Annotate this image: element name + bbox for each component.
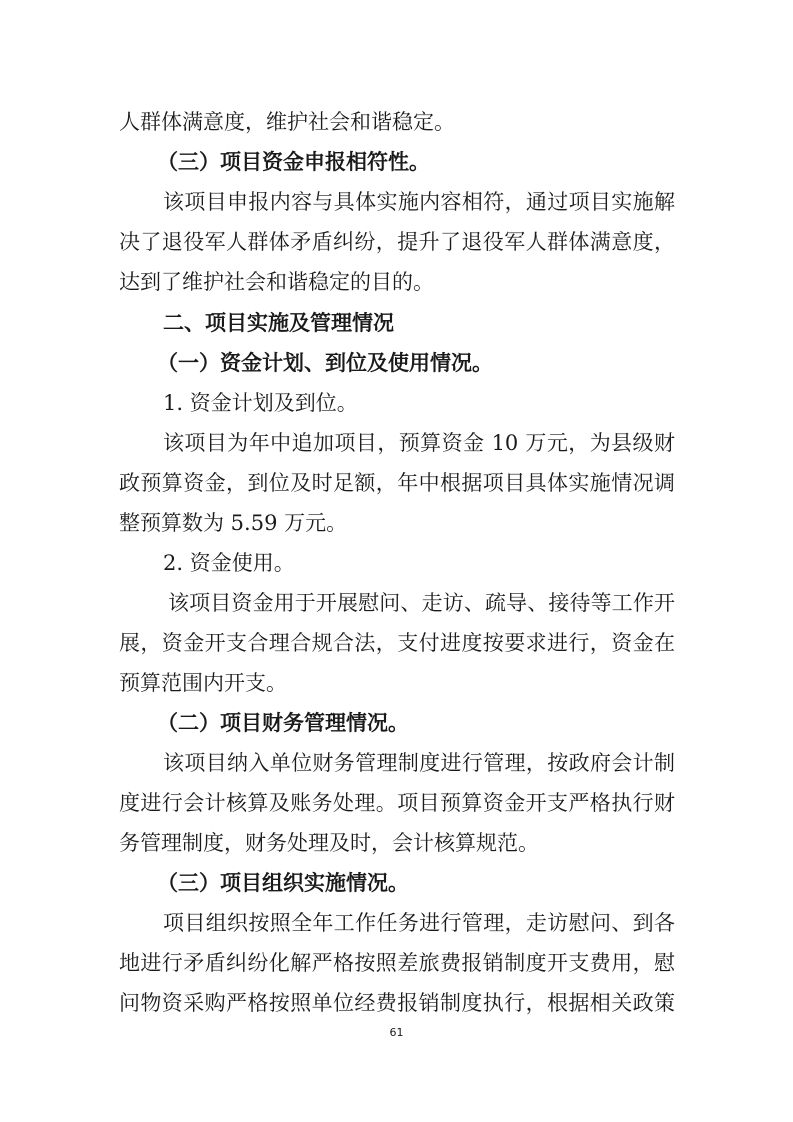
paragraph-line: 预算范围内开支。 [119,671,287,695]
chapter-heading: 二、项目实施及管理情况 [163,310,394,335]
paragraph-line: 该项目纳入单位财务管理制度进行管理，按政府会计制 [163,751,675,775]
paragraph-line: 问物资采购严格按照单位经费报销制度执行，根据相关政策 [119,991,675,1015]
paragraph-line: 项目组织按照全年工作任务进行管理，走访慰问、到各 [163,911,675,935]
paragraph-line: 地进行矛盾纠纷化解严格按照差旅费报销制度开支费用，慰 [119,951,675,975]
paragraph-line: 决了退役军人群体矛盾纠纷，提升了退役军人群体满意度， [119,230,675,254]
paragraph-line: 该项目申报内容与具体实施内容相符，通过项目实施解 [163,190,675,214]
section-heading: （一）资金计划、到位及使用情况。 [157,350,493,375]
paragraph-line: 度进行会计核算及账务处理。项目预算资金开支严格执行财 [119,791,675,815]
section-heading: （三）项目资金申报相符性。 [157,149,430,174]
subsection-heading: 1. 资金计划及到位。 [163,391,358,415]
section-heading: （三）项目组织实施情况。 [157,870,409,895]
paragraph-line: 该项目为年中追加项目，预算资金 10 万元，为县级财 [163,431,675,455]
subsection-heading: 2. 资金使用。 [163,551,295,575]
paragraph-line: 人群体满意度，维护社会和谐稳定。 [119,110,455,134]
paragraph-line: 达到了维护社会和谐稳定的目的。 [119,270,434,294]
paragraph-line: 该项目资金用于开展慰问、走访、疏导、接待等工作开 [168,591,675,615]
paragraph-line: 务管理制度，财务处理及时，会计核算规范。 [119,831,539,855]
paragraph-line: 整预算数为 5.59 万元。 [119,511,348,535]
section-heading: （二）项目财务管理情况。 [157,710,409,735]
paragraph-line: 展，资金开支合理合规合法，支付进度按要求进行，资金在 [119,631,675,655]
page-number: 61 [389,1026,404,1039]
paragraph-line: 政预算资金，到位及时足额，年中根据项目具体实施情况调 [119,471,675,495]
